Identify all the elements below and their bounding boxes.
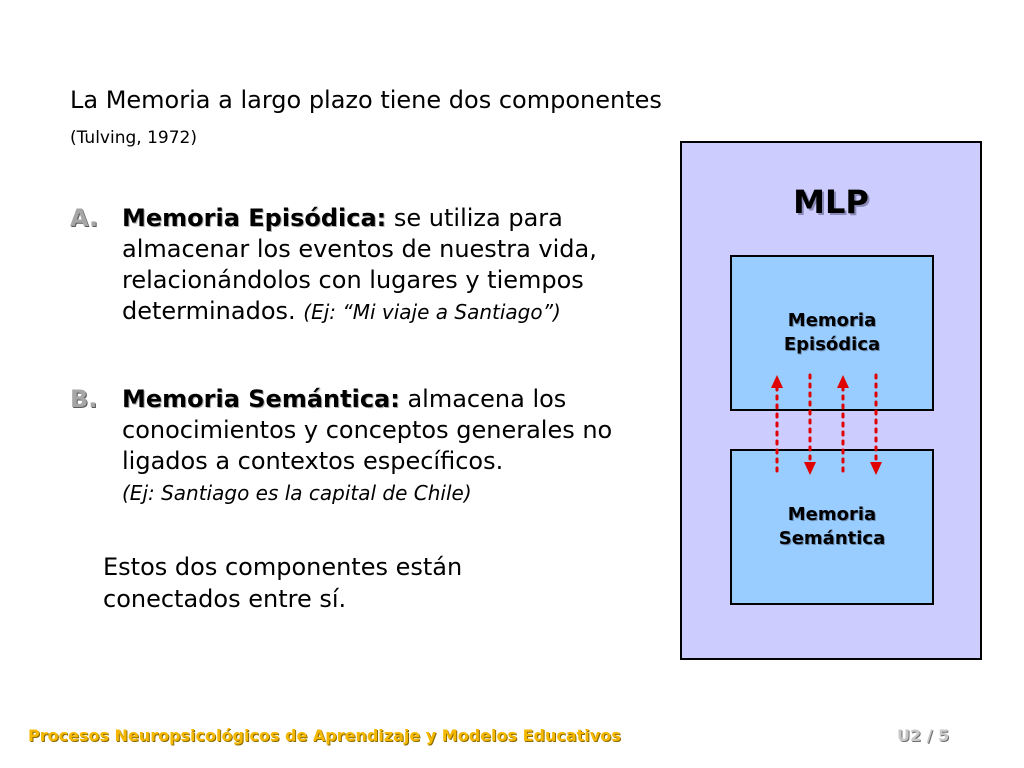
mlp-diagram: [680, 141, 982, 660]
item-term: Memoria Episódica:: [122, 204, 387, 232]
slide-title: La Memoria a largo plazo tiene dos componentes: [70, 86, 662, 114]
item-example: (Ej: “Mi viaje a Santiago”): [303, 300, 561, 324]
arrow-down-icon: [804, 375, 816, 475]
item-text: se utiliza para almacenar los eventos de nuestra vida, relacionándolos con lugares y tiempos determinados.: [122, 204, 597, 325]
arrow-up-icon: [837, 375, 849, 475]
item-body: [122, 384, 660, 509]
item-example: (Ej: Santiago es la capital de Chile): [122, 481, 472, 505]
footer-page-number: U2 / 5: [897, 726, 950, 745]
item-semantic: [70, 384, 660, 509]
box-label-line: Memoria: [787, 504, 877, 525]
item-marker: A.: [70, 204, 99, 232]
box-label-line: Memoria: [787, 310, 877, 331]
box-label-line: Semántica: [778, 528, 886, 549]
citation: (Tulving, 1972): [70, 128, 197, 148]
item-term: Memoria Semántica:: [122, 385, 400, 413]
conclusion-text: Estos dos componentes están conectados entre sí.: [103, 553, 463, 613]
arrow-down-icon: [870, 375, 882, 475]
item-marker: B.: [70, 385, 98, 413]
connection-arrows: [682, 143, 980, 658]
item-text: almacena los conocimientos y conceptos generales no ligados a contextos específicos.: [122, 385, 613, 475]
footer-course-title: Procesos Neuropsicológicos de Aprendizaje y Modelos Educativos: [28, 726, 621, 745]
diagram-title: MLP: [793, 183, 869, 221]
item-body: [122, 203, 660, 328]
box-label-line: Episódica: [783, 334, 881, 355]
item-episodic: [70, 203, 660, 328]
arrow-up-icon: [771, 375, 783, 475]
